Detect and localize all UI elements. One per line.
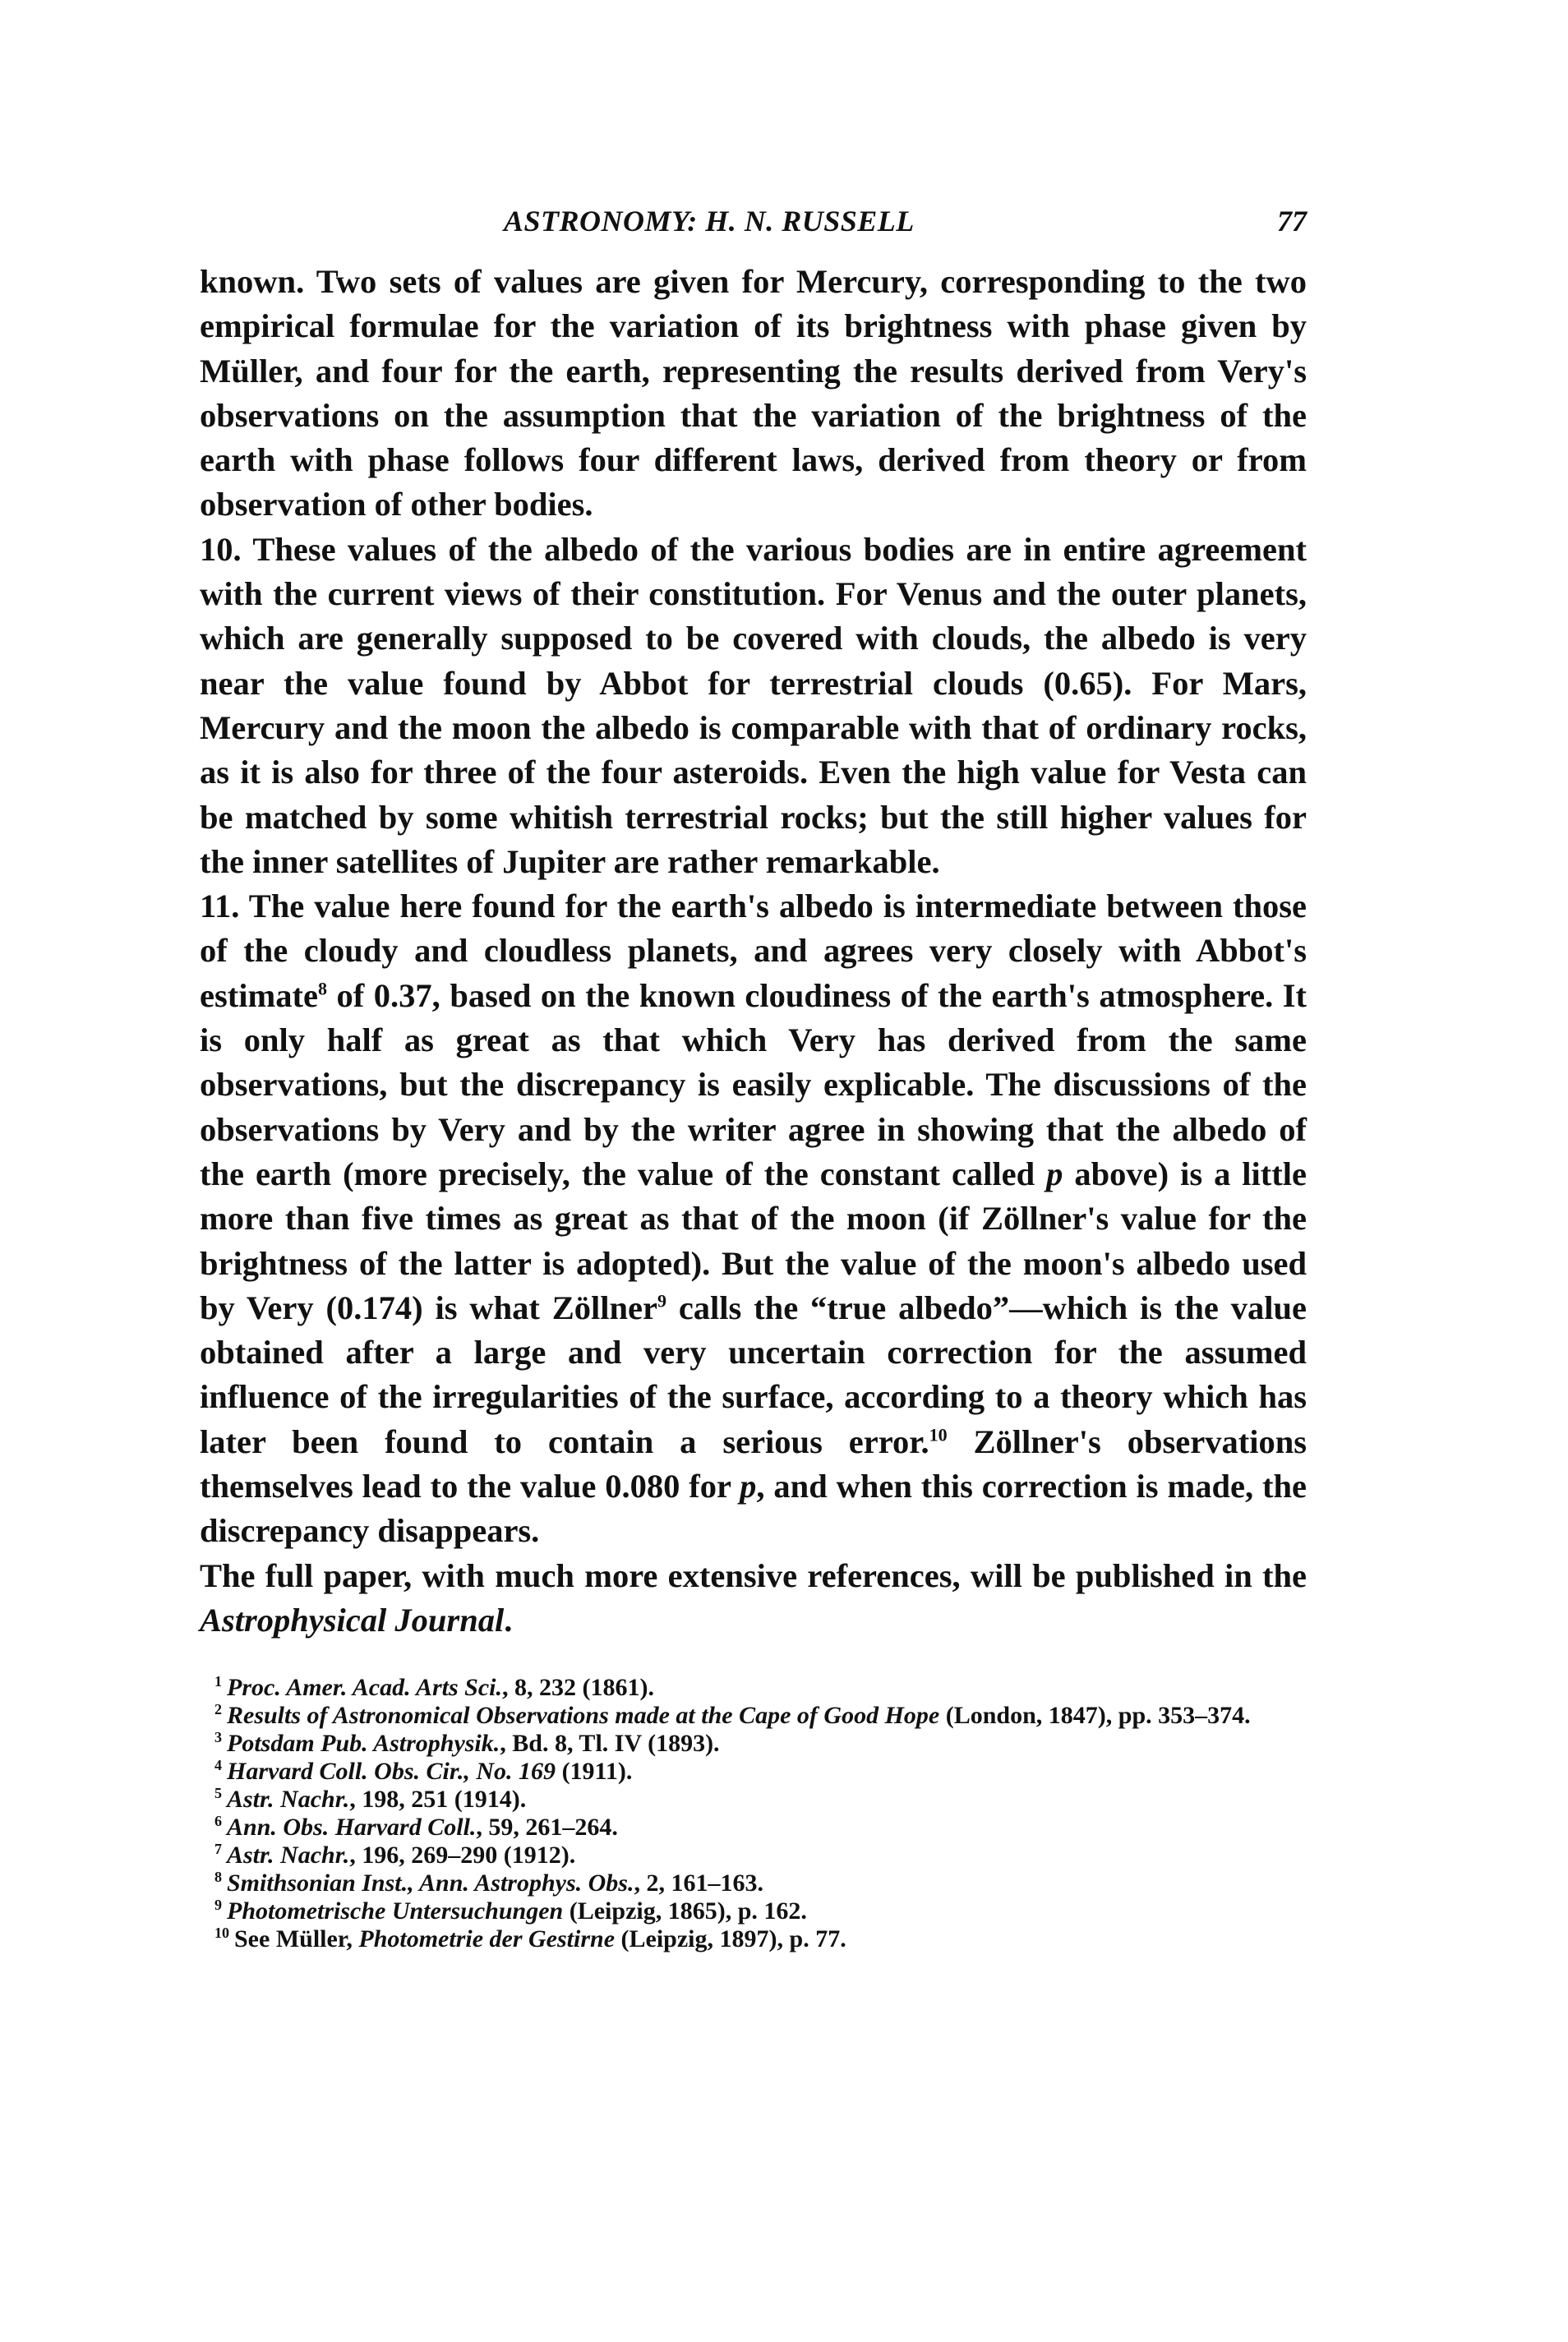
footnote <box>200 1702 1307 1730</box>
footnote-details: , 2, 161–163. <box>634 1869 763 1897</box>
footnote <box>200 1869 1307 1897</box>
journal-title: Astrophysical Journal <box>200 1601 505 1639</box>
footnote-mark: 3 <box>214 1729 222 1746</box>
paragraph-3-text-e: Zöllner's observations themselves lead to the value 0.080 for <box>200 1422 1307 1505</box>
footnote-source: Photometrische Untersuchungen <box>227 1897 564 1925</box>
footnote-source: Harvard Coll. Obs. Cir., No. 169 <box>227 1758 556 1786</box>
footnote-prefix: See Müller, <box>234 1925 359 1953</box>
footnote-details: , 59, 261–264. <box>476 1814 618 1842</box>
footnote-source: Results of Astronomical Observations made at the Cape of Good Hope <box>227 1702 940 1730</box>
footnote-ref-8: 8 <box>317 978 327 999</box>
page-number: 77 <box>1277 205 1307 237</box>
footnote-details: , 8, 232 (1861). <box>502 1674 654 1702</box>
footnote-mark: 9 <box>214 1897 222 1914</box>
running-head <box>200 204 1307 253</box>
footnote-mark: 6 <box>214 1813 222 1830</box>
footnote-mark: 5 <box>214 1785 222 1802</box>
footnote <box>200 1674 1307 1702</box>
footnote-ref-10: 10 <box>929 1424 948 1445</box>
footnote-details: (London, 1847), pp. 353–374. <box>939 1702 1251 1730</box>
body-text <box>200 260 1307 1643</box>
footnote-source: Astr. Nachr. <box>227 1842 350 1869</box>
footnote-source: Astr. Nachr. <box>227 1786 350 1814</box>
footnote-ref-9: 9 <box>657 1290 666 1312</box>
footnotes <box>200 1674 1307 1953</box>
footnote-details: , 196, 269–290 (1912). <box>349 1842 576 1869</box>
variable-p: p <box>1046 1155 1063 1192</box>
footnote-mark: 1 <box>214 1673 222 1690</box>
footnote-details: , Bd. 8, Tl. IV (1893). <box>500 1730 720 1758</box>
footnote-source: Smithsonian Inst., Ann. Astrophys. Obs. <box>227 1869 634 1897</box>
paragraph-3 <box>200 884 1307 1553</box>
paragraph-3-text-b: of 0.37, based on the known cloudiness of the earth's atmosphere. It is only half as great as that which Very has derived from the same observations, but the discrepancy is easily explicable. The discussions of the observations by Very and by the writer agree in showing that the albedo of the earth (more precisely, the value of the constant called <box>200 976 1307 1192</box>
footnote-mark: 2 <box>214 1701 222 1718</box>
footnote-details: , 198, 251 (1914). <box>349 1786 527 1814</box>
running-head-title: ASTRONOMY: H. N. RUSSELL <box>504 205 915 237</box>
footnote-details: (Leipzig, 1897), p. 77. <box>615 1925 846 1953</box>
paragraph-4 <box>200 1554 1307 1644</box>
paragraph-3-text-c: above) is a little more than five times as great as that of the moon (if Zöllner's value for the brightness of the latter is adopted). But the value of the moon's albedo used by Very (0.174) is what Zöllner <box>200 1155 1307 1326</box>
paragraph-3-text-d: calls the “true albedo”—which is the value obtained after a large and very uncertain correction for the assumed influence of the irregularities of the surface, according to a theory which has later been found to contain a serious error. <box>200 1289 1307 1460</box>
footnote-mark: 7 <box>214 1841 222 1858</box>
paragraph-3-text-a: 11. The value here found for the earth's albedo is intermediate between those of the cloudy and cloudless planets, and agrees very closely with Abbot's estimate <box>200 887 1307 1014</box>
paragraph-1: known. Two sets of values are given for Mercury, corresponding to the two empirical formulae for the variation of its brightness with phase given by Müller, and four for the earth, representing the results derived from Very's observations on the assumption that the variation of the brightness of the earth with phase follows four different laws, derived from theory or from observation of other bodies. <box>200 263 1307 523</box>
paragraph-4-text-b: . <box>504 1601 513 1639</box>
footnote-source: Ann. Obs. Harvard Coll. <box>227 1814 477 1842</box>
footnote-mark: 8 <box>214 1869 222 1886</box>
paragraph-3-text-f: , and when this correction is made, the discrepancy disappears. <box>200 1468 1307 1550</box>
footnote-details: (1911). <box>556 1758 633 1786</box>
footnote <box>200 1786 1307 1814</box>
footnote <box>200 1730 1307 1758</box>
variable-p: p <box>740 1468 757 1505</box>
footnote-mark: 4 <box>214 1757 222 1774</box>
page <box>200 204 1307 1953</box>
footnote-source: Proc. Amer. Acad. Arts Sci. <box>227 1674 503 1702</box>
footnote-source: Photometrie der Gestirne <box>358 1925 616 1953</box>
paragraph-4-text-a: The full paper, with much more extensive references, will be published in the <box>200 1556 1307 1594</box>
footnote-details: (Leipzig, 1865), p. 162. <box>563 1897 807 1925</box>
footnote <box>200 1897 1307 1925</box>
footnote <box>200 1814 1307 1842</box>
footnote-mark: 10 <box>214 1925 229 1942</box>
paragraph-2: 10. These values of the albedo of the various bodies are in entire agreement with the current views of their constitution. For Venus and the outer planets, which are generally supposed to be covered with clouds, the albedo is very near the value found by Abbot for terrestrial clouds (0.65). For Mars, Mercury and the moon the albedo is comparable with that of ordinary rocks, as it is also for three of the four asteroids. Even the high value for Vesta can be matched by some whitish terrestrial rocks; but the still higher values for the inner satellites of Jupiter are rather remarkable. <box>200 530 1307 880</box>
footnote <box>200 1842 1307 1869</box>
footnote <box>200 1925 1307 1953</box>
footnote-source: Potsdam Pub. Astrophysik. <box>227 1730 500 1758</box>
footnote <box>200 1758 1307 1786</box>
